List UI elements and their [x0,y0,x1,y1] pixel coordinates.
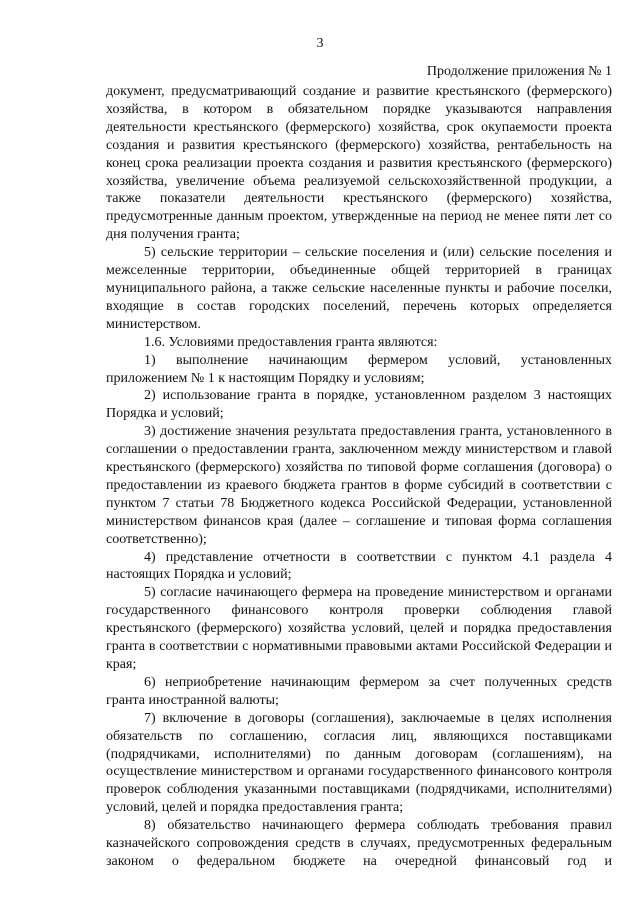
paragraph: 7) включение в договоры (соглашения), заключаемые в целях исполнения обязательств по соглашению, согласия лиц, являющихся поставщиками (подрядчиками, исполнителями) по данным договорам (соглашениям), на осуществление министерством и органами государственного финансового контроля проверок соблюдения указанными поставщиками (подрядчиками, исполнителями) условий, целей и порядка предоставления гранта; [106,710,612,816]
paragraph: 1.6. Условиями предоставления гранта являются: [144,334,438,350]
paragraph: 5) согласие начинающего фермера на проведение министерством и органами государственного финансового контроля проверки соблюдения главой крестьянского (фермерского) хозяйства условий, целей и порядка предоставления гранта в соответствии с нормативными правовыми актами Российской Федерации и края; [106,585,612,672]
paragraph: 6) неприобретение начинающим фермером за счет полученных средств гранта иностранной валюты; [106,674,612,708]
page-number: 3 [316,36,324,51]
paragraph: 1) выполнение начинающим фермером условий, установленных приложением № 1 к настоящим Порядку и условиям; [106,352,612,386]
appendix-continuation-note: Продолжение приложения № 1 [426,64,612,79]
paragraph: 8) обязательство начинающего фермера соблюдать требования правил казначейского сопровождения средств в случаях, предусмотренных федеральным законом о федеральном бюджете на очередной финансовый год и [106,818,612,869]
paragraph: 3) достижение значения результата предоставления гранта, установленного в соглашении о предоставлении гранта, заключенном между министерством и главой крестьянского (фермерского) хозяйства по типовой форме соглашения (договора) о предоставлении из краевого бюджета грантов в форме субсидий в соответствии с пунктом 7 статьи 78 Бюджетного кодекса Российской Федерации, установленной министерством финансов края (далее – соглашение и типовая форма соглашения соответственно); [106,424,612,547]
paragraph: 5) сельские территории – сельские поселения и (или) сельские поселения и межселенные территории, объединенные общей территорией в границах муниципального района, а также сельские населенные пункты и рабочие поселки, входящие в состав городских поселений, перечень которых определяется министерством. [106,245,612,332]
paragraph: 2) использование гранта в порядке, установленном разделом 3 настоящих Порядка и условий; [106,388,612,422]
document-body [106,83,612,871]
paragraph: документ, предусматривающий создание и развитие крестьянского (фермерского) хозяйства, в котором в обязательном порядке указываются направления деятельности крестьянского (фермерского) хозяйства, срок окупаемости проекта создания и развития крестьянского (фермерского) хозяйства, рентабельность на конец срока реализации проекта создания и развития крестьянского (фермерского) хозяйства, увеличение объема реализуемой сельскохозяйственной продукции, а также показатели деятельности крестьянского (фермерского) хозяйства, предусмотренные данным проектом, утвержденные на период не менее пяти лет со дня получения гранта; [106,84,612,243]
paragraph: 4) представление отчетности в соответствии с пунктом 4.1 раздела 4 настоящих Порядка и условий; [106,549,612,583]
